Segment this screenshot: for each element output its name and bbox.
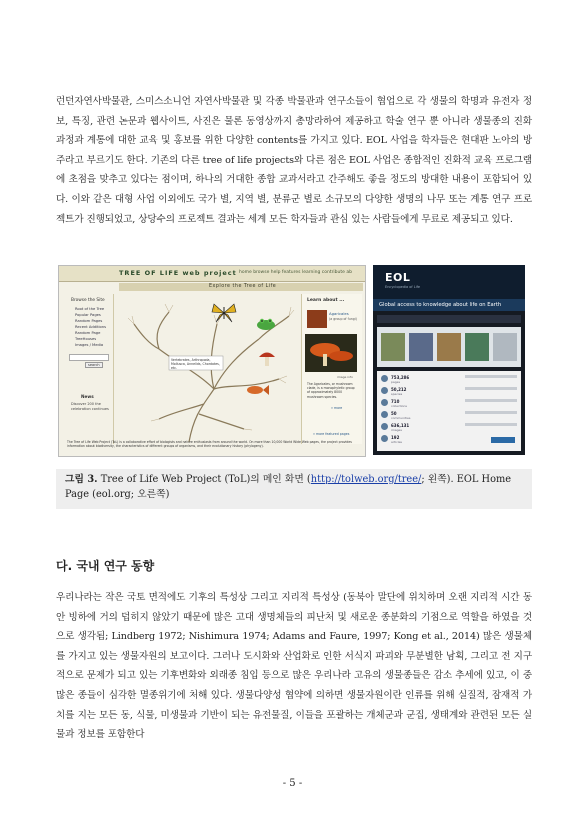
- tol-learn-desc: The Agaricales, or mushroom clade, is a monophyletic group of approximately 8000 mushroom species.: [307, 382, 355, 399]
- tol-search-input[interactable]: [69, 354, 109, 361]
- tol-browse-item[interactable]: Random Pages: [75, 319, 103, 323]
- eol-stat-num: 710: [391, 399, 400, 404]
- caption-rest: ; 왼쪽). EOL Home Page (eol.org; 오른쪽): [65, 474, 512, 500]
- tol-learn-item[interactable]: Agaricales: [329, 311, 349, 316]
- tol-browse-item[interactable]: Root of the Tree: [75, 307, 105, 311]
- tol-image-info[interactable]: image info: [337, 375, 353, 379]
- tol-learn-sub: (a group of fungi): [329, 317, 357, 321]
- eol-headline: Global access to knowledge about life on Earth: [379, 302, 502, 308]
- tol-browse-item[interactable]: TreeHouses: [75, 337, 97, 341]
- eol-stat-label: pages: [391, 380, 401, 384]
- eol-stat-num: 50,212: [391, 387, 407, 392]
- tol-featured-link[interactable]: » more featured pages: [313, 432, 350, 436]
- tol-search-button[interactable]: search: [85, 362, 103, 368]
- eol-thumb[interactable]: [409, 333, 433, 361]
- fish-icon: [245, 384, 269, 396]
- tol-tree-label: Vertebrates, Arthropoda, Mollusca, Annelids, Chordates, etc.: [171, 358, 220, 370]
- eol-stat-label: articles: [391, 440, 402, 444]
- body-paragraph-2: 우리나라는 작은 국토 면적에도 기후의 특성상 그리고 지리적 특성상 (동북아 말단에 위치하며 오랜 지리적 시간 동안 빙하에 거의 덥히지 않았기 때문에 많은 고대 생명체들의 피난처 및 새로운 종분화의 기점으로 역할을 하였을 것으로 생각됨; Lindberg 1972; Nishimura 1974; Adams and Faure, 1997; Kong et al., 2014) 많은 생물체를 가지고 있는 생물자원의 보고이다. 그러나 도시화와 산업화로 인한 서식지 파괴와 무분별한 남획, 그리고 전 지구적으로 문제가 되고 있는 기후변화와 외래종 침입 등으로 많은 우리나라 고유의 생물종들은 감소 추세에 있고, 이 중 많은 종들이 심각한 멸종위기에 처해 있다. 생물다양성 협약에 의하면 생물자원이란 인류를 위해 실질적, 잠재적 가치를 지는 모든 동, 식물, 미생물과 기반이 되는 유전물질, 이들을 포괄하는 개체군과 군집, 생태계와 관련된 모든 실물과 정보를 포함한다: [56, 592, 532, 741]
- tol-browse-item[interactable]: Random Page: [75, 331, 101, 335]
- caption-text: Tree of Life Web Project (ToL)의 메인 화면 (: [100, 474, 311, 485]
- eol-stat-num: 636,131: [391, 423, 410, 428]
- body-paragraph-1: 런던자연사박물관, 스미스소니언 자연사박물관 및 각종 박물관과 연구소들이 협업으로 각 생물의 학명과 유전자 정보, 특징, 관련 논문과 웹사이트, 사진은 물론 동영상까지 총망라하여 제공하고 학술 연구 뿐 아니라 생물종의 진화 과정과 계통에 대한 교육 및 홍보를 위한 다양한 contents를 가지고 있다. EOL 사업을 학자들은 현대판 노아의 방주라고 부르기도 한다. 기존의 다른 tree of life projects와 다른 점은 EOL 사업은 종합적인 진화적 교육 프로그램에 초점을 맞추고 있다는 점이며, 하나의 거대한 종합 교과서라고 간주해도 좋을 정도의 방대한 내용이 포함되어 있다. 이와 같은 대형 사업 이외에도 국가 별, 지역 별, 분류군 별로 소규모의 다양한 생명의 나무 또는 계통 연구 프로젝트가 진행되었고, 상당수의 프로젝트 결과는 세계 모든 학자들과 관심 있는 사람들에게 무료로 제공되고 있다.: [56, 96, 532, 225]
- tol-browse-title: Browse the Site: [71, 298, 105, 303]
- tol-news-text: Discover 200 the celebration continues: [71, 402, 109, 411]
- eol-stat-label: species: [391, 392, 403, 396]
- eol-stat-num: 192: [391, 435, 400, 440]
- figure-label: 그림 3.: [65, 474, 98, 485]
- eol-thumb[interactable]: [493, 333, 517, 361]
- butterfly-icon: [211, 302, 237, 324]
- eol-stat-label: communities: [391, 416, 411, 420]
- tol-screenshot: [58, 265, 366, 457]
- eol-join-button[interactable]: [491, 437, 515, 443]
- tol-browse-item[interactable]: Images / Media: [75, 343, 104, 347]
- frog-icon: [255, 316, 277, 332]
- eol-stat-label: collections: [391, 404, 407, 408]
- tol-browse-item[interactable]: Popular Pages: [75, 313, 101, 317]
- eol-stat-num: 753,286: [391, 375, 410, 380]
- page-number: - 5 -: [282, 778, 303, 789]
- section-heading: 다. 국내 연구 동향: [56, 559, 155, 573]
- eol-stat-num: 50: [391, 411, 397, 416]
- eol-stat-label: images: [391, 428, 402, 432]
- eol-thumb[interactable]: [437, 333, 461, 361]
- tol-learn-title: Learn about ...: [307, 298, 345, 303]
- eol-thumb[interactable]: [465, 333, 489, 361]
- tol-news-title: News: [81, 394, 94, 399]
- caption-link[interactable]: http://tolweb.org/tree/: [310, 474, 422, 485]
- tol-browse-item[interactable]: Recent Additions: [75, 325, 107, 329]
- eol-search-bar[interactable]: [377, 315, 521, 323]
- figure-caption: [65, 472, 525, 502]
- eol-screenshot: [373, 265, 525, 455]
- agaricales-photo: [305, 334, 357, 372]
- tol-nav[interactable]: home browse help features learning contribute ab: [239, 270, 352, 275]
- eol-thumb[interactable]: [381, 333, 405, 361]
- tol-subheader: Explore the Tree of Life: [209, 284, 277, 289]
- tol-footer-text: The Tree of Life Web Project (ToL) is a collaborative effort of biologists and nature enthusiasts from around the world. On more than 10,000 World Wide Web pages, the project provides information about biodiversity, the characteristics of different groups of organisms, and their evolutionary history (phylogeny).: [67, 440, 352, 449]
- eol-logo[interactable]: EOL: [385, 271, 411, 284]
- tol-more-link[interactable]: » more: [331, 406, 343, 410]
- mushroom-icon: [257, 348, 277, 368]
- eol-logo-sub: Encyclopedia of Life: [385, 285, 421, 289]
- tol-title: TREE OF LIFE web project: [119, 269, 237, 277]
